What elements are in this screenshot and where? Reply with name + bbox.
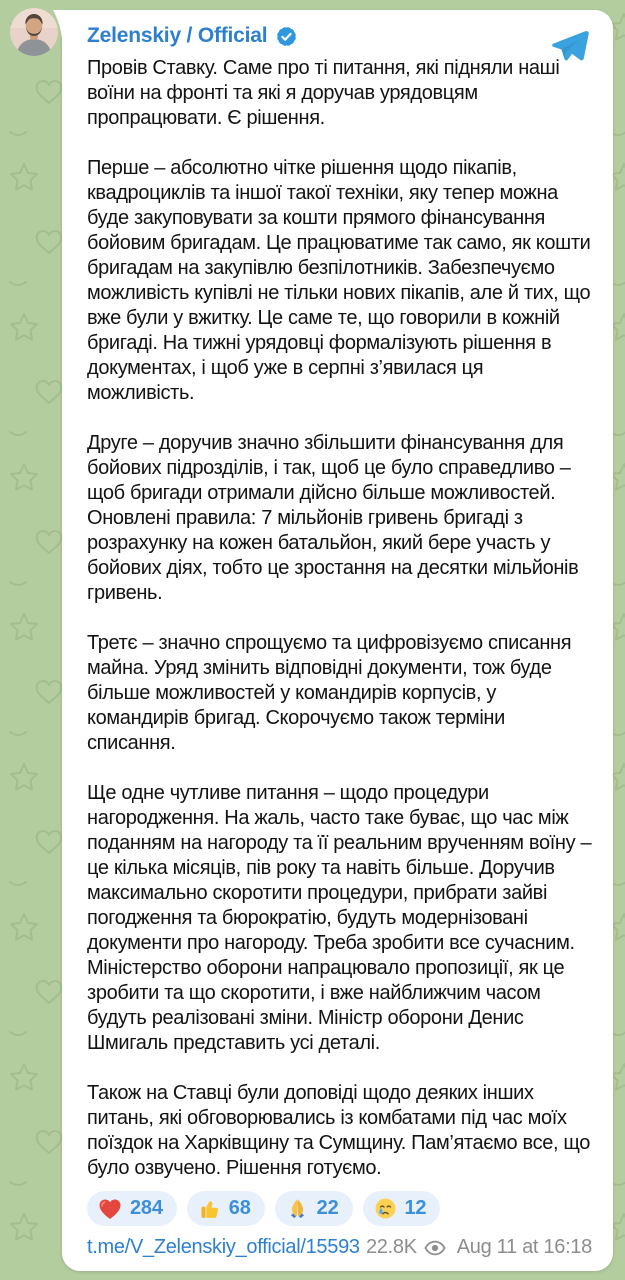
paragraph: Третє – значно спрощуємо та цифровізуємо списання майна. Уряд змінить відповідні документи, тож буде більше можливостей у командирів корпусів, у командирів бригад. Скорочуємо також терміни списання. (87, 632, 572, 754)
red-heart-emoji-icon (98, 1198, 122, 1220)
crying-face-emoji-icon (374, 1197, 397, 1220)
post-meta (366, 1236, 592, 1259)
reaction-count: 284 (130, 1197, 163, 1219)
avatar-photo (10, 8, 58, 56)
channel-name[interactable]: Zelenskiy / Official (87, 24, 268, 47)
paragraph: Провів Ставку. Саме про ті питання, які підняли наші воїни на фронті та які я доручав урядовцям пропрацювати. Є рішення. (87, 57, 560, 129)
reaction-pill-folded-hands[interactable] (275, 1191, 353, 1226)
paragraph: Перше – абсолютно чітке рішення щодо пікапів, квадроциклів та іншої такої техніки, яку тепер можна буде закуповувати за кошти прямого фінансування бойовим бригадам. Це працюватиме так само, як кошти бригадам на закупівлю безпілотників. Забезпечуємо можливість купівлі не тільки нових пікапів, але й тих, що вже були у вжитку. Це саме те, що говорили в кожній бригаді. На тижні урядовці формалізують рішення в документах, і щоб уже в серпні з’явилася ця можливість. (87, 157, 591, 404)
message-text (87, 56, 592, 1181)
reaction-count: 22 (316, 1197, 339, 1219)
telegram-plane-icon[interactable] (549, 26, 589, 66)
view-count: 22.8K (365, 1236, 417, 1258)
reaction-count: 12 (404, 1197, 427, 1219)
post-header (87, 23, 592, 49)
paragraph: Також на Ставці були доповіді щодо деяких інших питань, які обговорювались із комбатами під час моїх поїздок на Харківщину та Сумщину. Пам’ятаємо все, що було озвучено. Рішення готуємо. (87, 1082, 591, 1179)
channel-avatar[interactable] (10, 8, 58, 56)
verified-badge-icon (275, 25, 298, 48)
reactions-row (87, 1191, 592, 1226)
message-bubble (62, 10, 613, 1271)
reaction-pill-heart[interactable] (87, 1191, 177, 1226)
post-date: Aug 11 at 16:18 (456, 1236, 592, 1258)
thumbs-up-emoji-icon (198, 1197, 221, 1220)
post-footer (87, 1236, 592, 1259)
paragraph: Ще одне чутливе питання – щодо процедури нагородження. На жаль, часто таке буває, що час між поданням на нагороду та її реальним врученням воїну – це кілька місяців, пів року та навіть більше. Доручив максимально скоротити процедури, прибрати зайві погодження та бюрократію, будуть модернізовані документи про нагороду. Треба зробити все сучасним. Міністерство оборони напрацювало пропозиції, як це зробити та що скоротити, і вже найближчим часом будуть реалізовані зміни. Міністр оборони Денис Шмигаль представить усі деталі. (87, 782, 592, 1054)
folded-hands-emoji-icon (286, 1197, 309, 1220)
reaction-pill-crying-face[interactable] (363, 1191, 441, 1226)
post-link[interactable]: t.me/V_Zelenskiy_official/15593 (87, 1236, 360, 1258)
reaction-pill-thumbs-up[interactable] (187, 1191, 265, 1226)
reaction-count: 68 (228, 1197, 251, 1219)
paragraph: Друге – доручив значно збільшити фінансування для бойових підрозділів, і так, щоб це було справедливо – щоб бригади отримали дійсно більше можливостей. Оновлені правила: 7 мільйонів гривень бригаді з розрахунку на кожен батальйон, який бере участь у бойових діях, тобто це зростання на десятки мільйонів гривень. (87, 432, 579, 604)
eye-icon (424, 1240, 446, 1256)
